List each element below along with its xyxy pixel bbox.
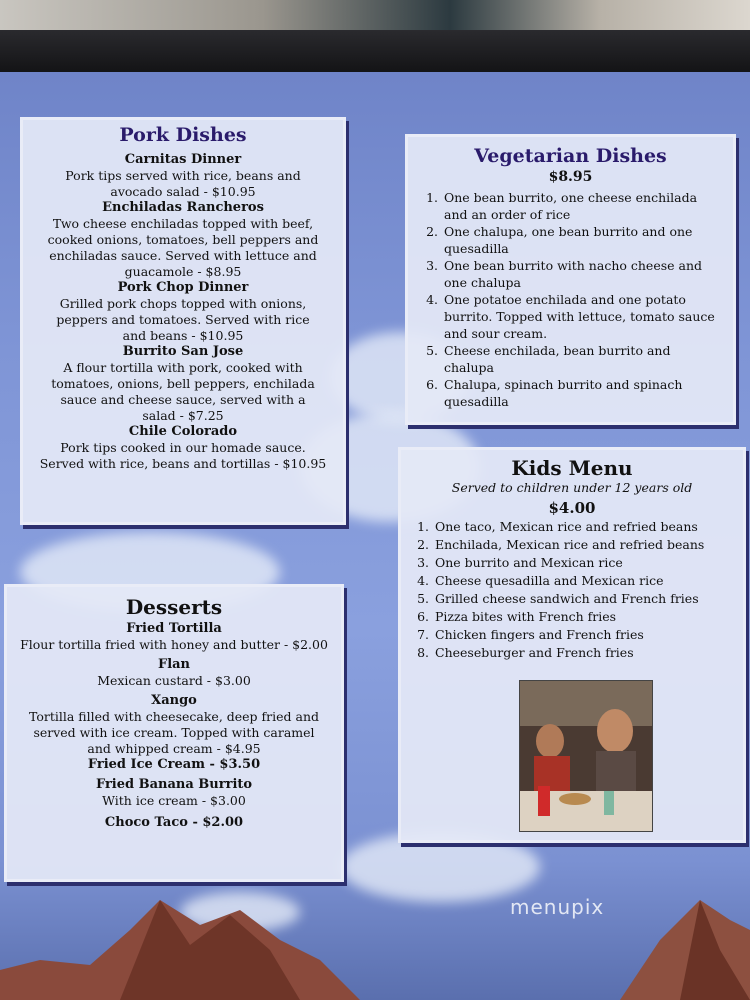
list-item [418, 291, 721, 342]
item-number: 8. [417, 645, 429, 660]
list-item [409, 626, 733, 644]
item-number: 2. [417, 537, 429, 552]
item-number: 1. [426, 190, 438, 205]
item-name: Pork Chop Dinner [117, 280, 249, 295]
kids-item-list [401, 518, 743, 662]
menu-item [7, 777, 341, 809]
vegetarian-item-list [408, 189, 733, 410]
item-text: Cheese enchilada, bean burrito and chalupa [444, 343, 671, 375]
menu-item [23, 152, 343, 200]
item-text: Chalupa, spinach burrito and spinach quesadilla [444, 377, 683, 409]
item-name: Flan [157, 657, 191, 672]
item-name: Fried Banana Burrito [95, 777, 253, 792]
menu-page [0, 72, 750, 1000]
menu-item [23, 200, 343, 280]
item-text: One bean burrito with nacho cheese and one chalupa [444, 258, 703, 290]
vegetarian-price: $8.95 [548, 169, 593, 185]
kids-menu-panel [398, 447, 746, 843]
item-number: 4. [417, 573, 429, 588]
list-item [409, 608, 733, 626]
list-item [418, 223, 721, 257]
list-item [409, 572, 733, 590]
list-item [409, 554, 733, 572]
red-rock-mountains [0, 890, 750, 1000]
item-description: Mexican custard - $3.00 [97, 673, 251, 688]
menu-item [23, 344, 343, 424]
item-name: Fried Ice Cream - $3.50 [87, 757, 261, 772]
item-number: 3. [426, 258, 438, 273]
item-text: Cheese quesadilla and Mexican rice [435, 573, 664, 588]
item-number: 1. [417, 519, 429, 534]
menu-item [7, 621, 341, 653]
item-number: 6. [426, 377, 438, 392]
item-name: Fried Tortilla [126, 621, 222, 636]
item-description: With ice cream - $3.00 [102, 793, 246, 808]
item-number: 7. [417, 627, 429, 642]
list-item [409, 536, 733, 554]
kids-menu-subtitle: Served to children under 12 years old [451, 480, 693, 495]
kids-photo-illustration [520, 681, 652, 831]
item-name: Choco Taco - $2.00 [104, 815, 244, 830]
menu-item [7, 757, 341, 773]
desserts-title: Desserts [125, 595, 223, 619]
item-name: Xango [151, 693, 197, 708]
menu-item [7, 693, 341, 757]
item-text: One chalupa, one bean burrito and one quesadilla [444, 224, 693, 256]
menu-item [7, 815, 341, 831]
item-number: 4. [426, 292, 438, 307]
item-description: A flour tortilla with pork, cooked with tomatoes, onions, bell peppers, enchilada sauce and cheese sauce, served with a salad - $7.25 [51, 360, 315, 423]
menu-item [23, 280, 343, 344]
item-number: 5. [426, 343, 438, 358]
list-item [418, 376, 721, 410]
item-description: Two cheese enchiladas topped with beef, cooked onions, tomatoes, bell peppers and enchiladas sauce. Served with lettuce and guacamole - $8.95 [47, 216, 319, 279]
list-item [418, 257, 721, 291]
item-text: Chicken fingers and French fries [435, 627, 644, 642]
item-name: Enchiladas Rancheros [102, 200, 264, 215]
desserts-panel [4, 584, 344, 882]
item-text: One bean burrito, one cheese enchilada and an order of rice [444, 190, 698, 222]
vegetarian-dishes-title: Vegetarian Dishes [474, 145, 667, 167]
item-description: Pork tips cooked in our homade sauce. Served with rice, beans and tortillas - $10.95 [39, 440, 327, 471]
item-text: One potatoe enchilada and one potato burrito. Topped with lettuce, tomato sauce and sour cream. [444, 292, 715, 341]
menu-item [23, 424, 343, 472]
item-number: 2. [426, 224, 438, 239]
item-number: 5. [417, 591, 429, 606]
menu-item [7, 657, 341, 689]
pork-dishes-title: Pork Dishes [119, 124, 247, 146]
item-name: Burrito San Jose [122, 344, 244, 359]
item-text: One taco, Mexican rice and refried beans [435, 519, 698, 534]
item-description: Tortilla filled with cheesecake, deep fried and served with ice cream. Topped with caramel and whipped cream - $4.95 [28, 709, 320, 756]
item-text: Grilled cheese sandwich and French fries [435, 591, 699, 606]
item-name: Chile Colorado [128, 424, 238, 439]
kids-photo [519, 680, 653, 832]
list-item [409, 590, 733, 608]
item-description: Pork tips served with rice, beans and avocado salad - $10.95 [65, 168, 301, 199]
item-number: 3. [417, 555, 429, 570]
item-description: Grilled pork chops topped with onions, peppers and tomatoes. Served with rice and beans - $10.95 [56, 296, 310, 343]
item-text: Cheeseburger and French fries [435, 645, 634, 660]
item-text: Pizza bites with French fries [435, 609, 617, 624]
watermark: menupix [510, 895, 605, 919]
menu-binder-edge [0, 30, 750, 75]
list-item [418, 189, 721, 223]
pork-item-list [23, 152, 343, 472]
item-text: One burrito and Mexican rice [435, 555, 623, 570]
item-number: 6. [417, 609, 429, 624]
kids-price: $4.00 [548, 499, 596, 517]
list-item [409, 644, 733, 662]
item-name: Carnitas Dinner [124, 152, 242, 167]
list-item [409, 518, 733, 536]
item-description: Flour tortilla fried with honey and butter - $2.00 [20, 637, 328, 652]
pork-dishes-panel [20, 117, 346, 525]
list-item [418, 342, 721, 376]
vegetarian-dishes-panel [405, 134, 736, 425]
item-text: Enchilada, Mexican rice and refried beans [435, 537, 705, 552]
kids-menu-title: Kids Menu [511, 456, 633, 480]
dessert-item-list [7, 621, 341, 831]
